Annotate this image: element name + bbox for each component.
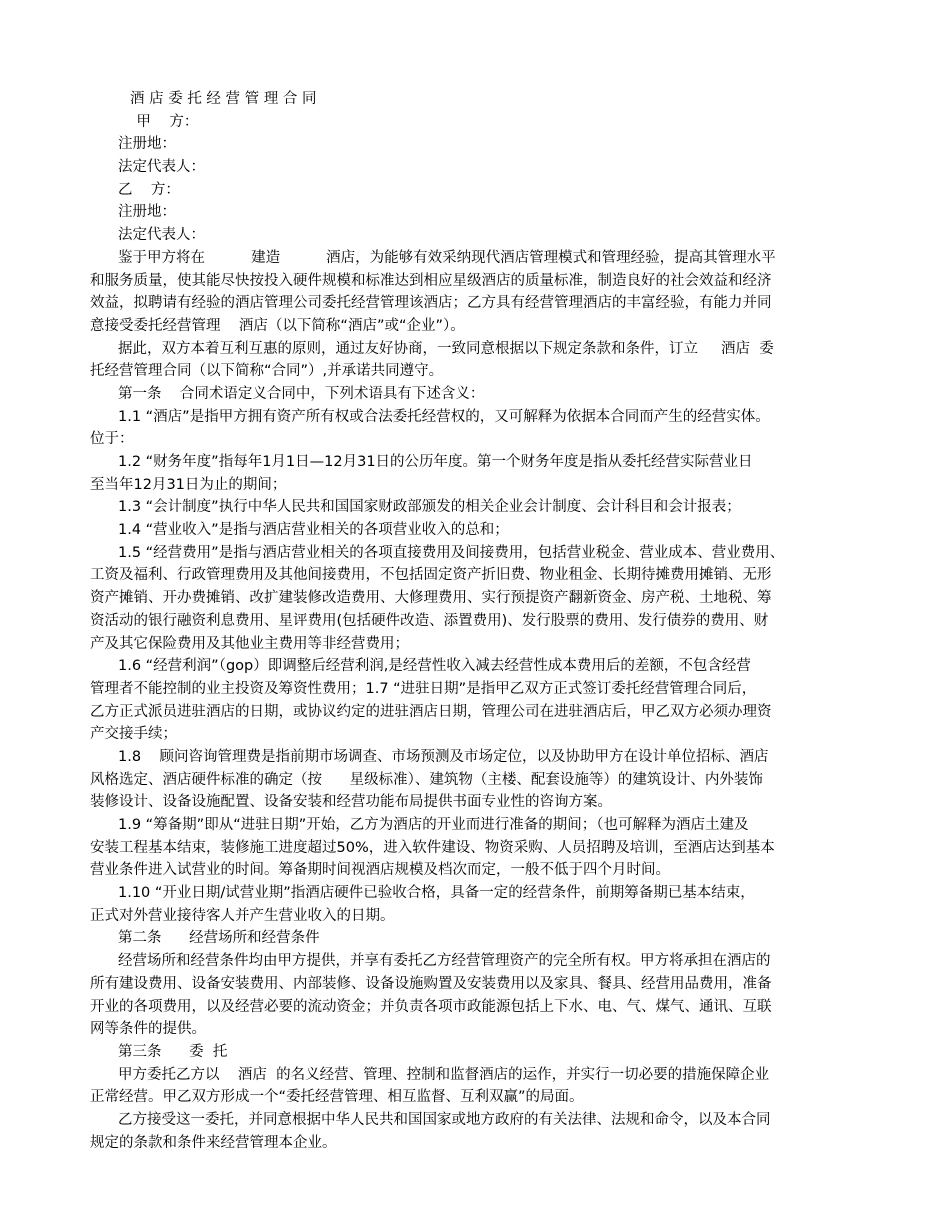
article-3-body-cont: 正常经营。甲乙双方形成一个“委托经营管理、相互监督、互利双赢”的局面。 — [90, 1089, 584, 1106]
article-2-body: 经营场所和经营条件均由甲方提供，并享有委托乙方经营管理资产的完全所有权。甲方将承担在酒店的 — [118, 953, 771, 970]
clause-1-9-cont: 营业条件进入试营业的时间。筹备期时间视酒店规模及档次而定，一般不低于四个月时间。 — [90, 862, 670, 879]
party-a-label: 甲 方： — [118, 113, 199, 130]
clause-1-8-cont: 风格选定、酒店硬件标准的确定（按 星级标准）、建筑物（主楼、配套设施等）的建筑设计、内外装饰 — [90, 771, 763, 788]
clause-1-6: 1.6 “经营利润”（gop）即调整后经营利润,是经营性收入减去经营性成本费用后的差额，不包含经营 — [118, 658, 751, 675]
article-1-heading: 第一条 合同术语定义合同中，下列术语具有下述含义： — [118, 385, 485, 402]
clause-1-10: 1.10 “开业日期/试营业期”指酒店硬件已验收合格，具备一定的经营条件，前期筹备期已基本结束， — [118, 885, 755, 902]
clause-1-10-cont: 正式对外营业接待客人并产生营业收入的日期。 — [90, 907, 395, 924]
article-2-body-cont: 所有建设费用、设备安装费用、内部装修、设备设施购置及安装费用以及家具、餐具、经营用品费用，准备 — [90, 975, 772, 992]
article-3-body: 甲方委托乙方以 酒店 的名义经营、管理、控制和监督酒店的运作，并实行一切必要的措施保障企业 — [118, 1066, 770, 1083]
recital-line: 鉴于甲方将在 建造 酒店，为能够有效采纳现代酒店管理模式和管理经验，提高其管理水平 — [118, 249, 776, 266]
article-2-body-cont: 开业的各项费用，以及经营必要的流动资金；并负责各项市政能源包括上下水、电、气、煤气、通讯、互联 — [90, 998, 772, 1015]
recital-line: 效益，拟聘请有经验的酒店管理公司委托经营管理该酒店；乙方具有经营管理酒店的丰富经验，有能力并同 — [90, 295, 772, 312]
recital-line: 和服务质量，使其能尽快按投入硬件规模和标准达到相应星级酒店的质量标准，制造良好的社会效益和经济 — [90, 272, 772, 289]
clause-1-3: 1.3 “会计制度”执行中华人民共和国国家财政部颁发的相关企业会计制度、会计科目和会计报表； — [118, 499, 741, 516]
clause-1-5: 1.5 “经营费用”是指与酒店营业相关的各项直接费用及间接费用，包括营业税金、营业成本、营业费用、 — [118, 544, 785, 561]
article-3-heading: 第三条 委 托 — [118, 1043, 228, 1060]
agreement-line: 据此，双方本着互利互惠的原则，通过友好协商，一致同意根据以下规定条款和条件，订立 酒店 委 — [118, 340, 774, 357]
clause-1-8: 1.8 顾问咨询管理费是指前期市场调查、市场预测及市场定位，以及协助甲方在设计单位招标、酒店 — [118, 748, 769, 765]
clause-1-5-cont: 资活动的银行融资利息费用、星评费用(包括硬件改造、添置费用)、发行股票的费用、发行债券的费用、财 — [90, 612, 769, 629]
clause-1-5-cont: 资产摊销、开办费摊销、改扩建装修改造费用、大修理费用、实行预提资产翻新资金、房产税、土地税、筹 — [90, 590, 772, 607]
recital-line: 意接受委托经营管理 酒店（以下简称“酒店”或“企业”）。 — [90, 317, 465, 334]
contract-page — [90, 88, 880, 1154]
clause-1-1: 1.1 “酒店”是指甲方拥有资产所有权或合法委托经营权的，又可解释为依据本合同而产生的经营实体。 — [118, 408, 770, 425]
clause-1-7-cont: 乙方正式派员进驻酒店的日期，或协议约定的进驻酒店日期，管理公司在进驻酒店后，甲乙双方必须办理资 — [90, 703, 772, 720]
party-a-address-label: 注册地： — [118, 136, 176, 153]
clause-1-9: 1.9 “筹备期”即从“进驻日期”开始，乙方为酒店的开业而进行准备的期间；（也可解释为酒店土建及 — [118, 817, 749, 833]
clause-1-5-cont: 产及其它保险费用及其他业主费用等非经营费用； — [90, 635, 409, 652]
clause-1-2: 1.2 “财务年度”指每年1月1日—12月31日的公历年度。第一个财务年度是指从委托经营实际营业日 — [118, 454, 753, 470]
party-b-address-label: 注册地： — [118, 204, 176, 221]
party-b-label: 乙 方： — [118, 181, 180, 198]
party-a-representative-label: 法定代表人： — [118, 159, 205, 176]
clause-1-9-cont: 安装工程基本结束，装修施工进度超过50%，进入软件建设、物资采购、人员招聘及培训，至酒店达到基本 — [90, 839, 775, 856]
clause-1-1-cont: 位于： — [90, 431, 134, 448]
article-3-body-2-cont: 规定的条款和条件来经营管理本企业。 — [90, 1134, 337, 1151]
clause-1-6-cont: 管理者不能控制的业主投资及筹资性费用；1.7 “进驻日期”是指甲乙双方正式签订委托经营管理合同后， — [90, 680, 757, 697]
contract-title: 酒 店 委 托 经 营 管 理 合 同 — [130, 91, 317, 107]
clause-1-4: 1.4 “营业收入”是指与酒店营业相关的各项营业收入的总和； — [118, 522, 509, 539]
article-2-body-cont: 网等条件的提供。 — [90, 1021, 206, 1038]
clause-1-7-cont: 产交接手续； — [90, 726, 177, 743]
agreement-line: 托经营管理合同（以下简称“合同”）,并承诺共同遵守。 — [90, 363, 444, 380]
clause-1-5-cont: 工资及福利、行政管理费用及其他间接费用，不包括固定资产折旧费、物业租金、长期待摊费用摊销、无形 — [90, 567, 772, 584]
clause-1-8-cont: 装修设计、设备设施配置、设备安装和经营功能布局提供书面专业性的咨询方案。 — [90, 794, 612, 811]
article-2-heading: 第二条 经营场所和经营条件 — [118, 930, 320, 947]
article-3-body-2: 乙方接受这一委托，并同意根据中华人民共和国国家或地方政府的有关法律、法规和命令，以及本合同 — [118, 1111, 771, 1128]
party-b-representative-label: 法定代表人： — [118, 227, 205, 244]
clause-1-2-cont: 至当年12月31日为止的期间； — [90, 476, 287, 493]
